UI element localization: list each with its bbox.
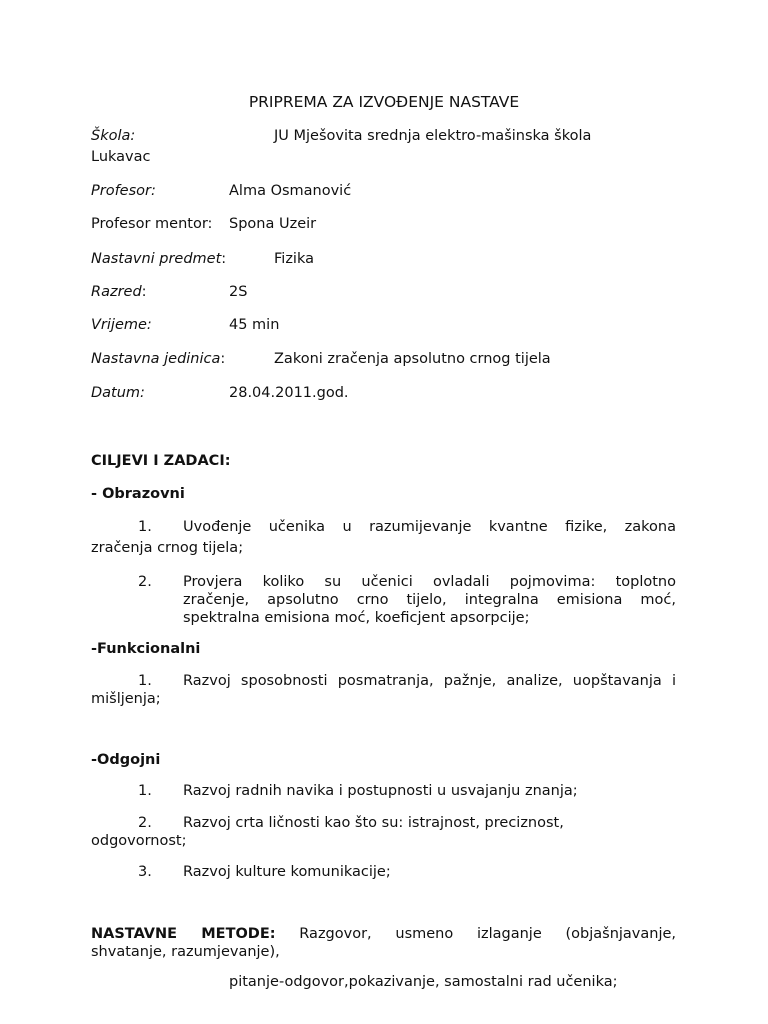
odgojni-item2-number: 2. bbox=[138, 815, 152, 831]
predmet-colon: : bbox=[221, 251, 227, 267]
funkcionalni-heading: -Funkcionalni bbox=[91, 641, 201, 657]
jedinica-label-group bbox=[91, 351, 225, 367]
jedinica-colon: : bbox=[220, 351, 226, 367]
odgojni-item2-cont: odgovornost; bbox=[91, 833, 187, 849]
metode-label: NASTAVNE METODE: bbox=[91, 926, 276, 942]
jedinica-value: Zakoni zračenja apsolutno crnog tijela bbox=[274, 351, 551, 367]
vrijeme-value: 45 min bbox=[229, 317, 280, 333]
obrazovni-item2-line1: Provjera koliko su učenici ovladali pojmovima: toplotno bbox=[183, 574, 676, 590]
odgojni-item3-text: Razvoj kulture komunikacije; bbox=[183, 864, 391, 880]
vrijeme-label: Vrijeme: bbox=[91, 317, 152, 333]
ciljevi-heading: CILJEVI I ZADACI: bbox=[91, 453, 231, 469]
mentor-label: Profesor mentor: bbox=[91, 216, 213, 232]
skola-value: JU Mješovita srednja elektro-mašinska škola bbox=[274, 128, 592, 144]
funkcionalni-item1-line1: Razvoj sposobnosti posmatranja, pažnje, analize, uopštavanja i bbox=[183, 673, 676, 689]
obrazovni-item1-line2: zračenja crnog tijela; bbox=[91, 540, 244, 556]
predmet-value: Fizika bbox=[274, 251, 314, 267]
datum-value: 28.04.2011.god. bbox=[229, 385, 349, 401]
odgojni-item3-number: 3. bbox=[138, 864, 152, 880]
predmet-label-group bbox=[91, 251, 226, 267]
mentor-value: Spona Uzeir bbox=[229, 216, 317, 232]
profesor-value: Alma Osmanović bbox=[229, 183, 352, 199]
funkcionalni-item1-line2: mišljenja; bbox=[91, 691, 161, 707]
obrazovni-heading: - Obrazovni bbox=[91, 486, 185, 502]
odgojni-item2-text: Razvoj crta ličnosti kao što su: istrajnost, preciznost, bbox=[183, 815, 564, 831]
obrazovni-item1-number: 1. bbox=[138, 519, 152, 535]
profesor-label: Profesor: bbox=[91, 183, 156, 199]
razred-label: Razred bbox=[91, 284, 142, 300]
metode-line3: pitanje-odgovor,pokazivanje, samostalni rad učenika; bbox=[229, 974, 618, 990]
obrazovni-item2-line3: spektralna emisiona moć, koeficjent apsorpcije; bbox=[183, 610, 530, 626]
obrazovni-item2-number: 2. bbox=[138, 574, 152, 590]
obrazovni-item2-line2: zračenje, apsolutno crno tijelo, integralna emisiona moć, bbox=[183, 592, 676, 608]
metode-line2: shvatanje, razumjevanje), bbox=[91, 944, 280, 960]
odgojni-item1-number: 1. bbox=[138, 783, 152, 799]
skola-label: Škola: bbox=[91, 128, 136, 144]
predmet-label: Nastavni predmet bbox=[91, 251, 222, 267]
odgojni-heading: -Odgojni bbox=[91, 752, 161, 768]
skola-value-cont: Lukavac bbox=[91, 149, 151, 165]
metode-line1 bbox=[91, 926, 676, 942]
odgojni-item1-text: Razvoj radnih navika i postupnosti u usvajanju znanja; bbox=[183, 783, 578, 799]
obrazovni-item1-line1: Uvođenje učenika u razumijevanje kvantne fizike, zakona bbox=[183, 519, 676, 535]
metode-line1-text: Razgovor, usmeno izlaganje (objašnjavanje, bbox=[299, 926, 677, 942]
razred-label-group bbox=[91, 284, 147, 300]
razred-value: 2S bbox=[229, 284, 248, 300]
funkcionalni-item1-number: 1. bbox=[138, 673, 152, 689]
razred-colon: : bbox=[141, 284, 147, 300]
datum-label: Datum: bbox=[91, 385, 145, 401]
jedinica-label: Nastavna jedinica bbox=[91, 351, 221, 367]
page-title: PRIPREMA ZA IZVOĐENJE NASTAVE bbox=[248, 93, 520, 111]
